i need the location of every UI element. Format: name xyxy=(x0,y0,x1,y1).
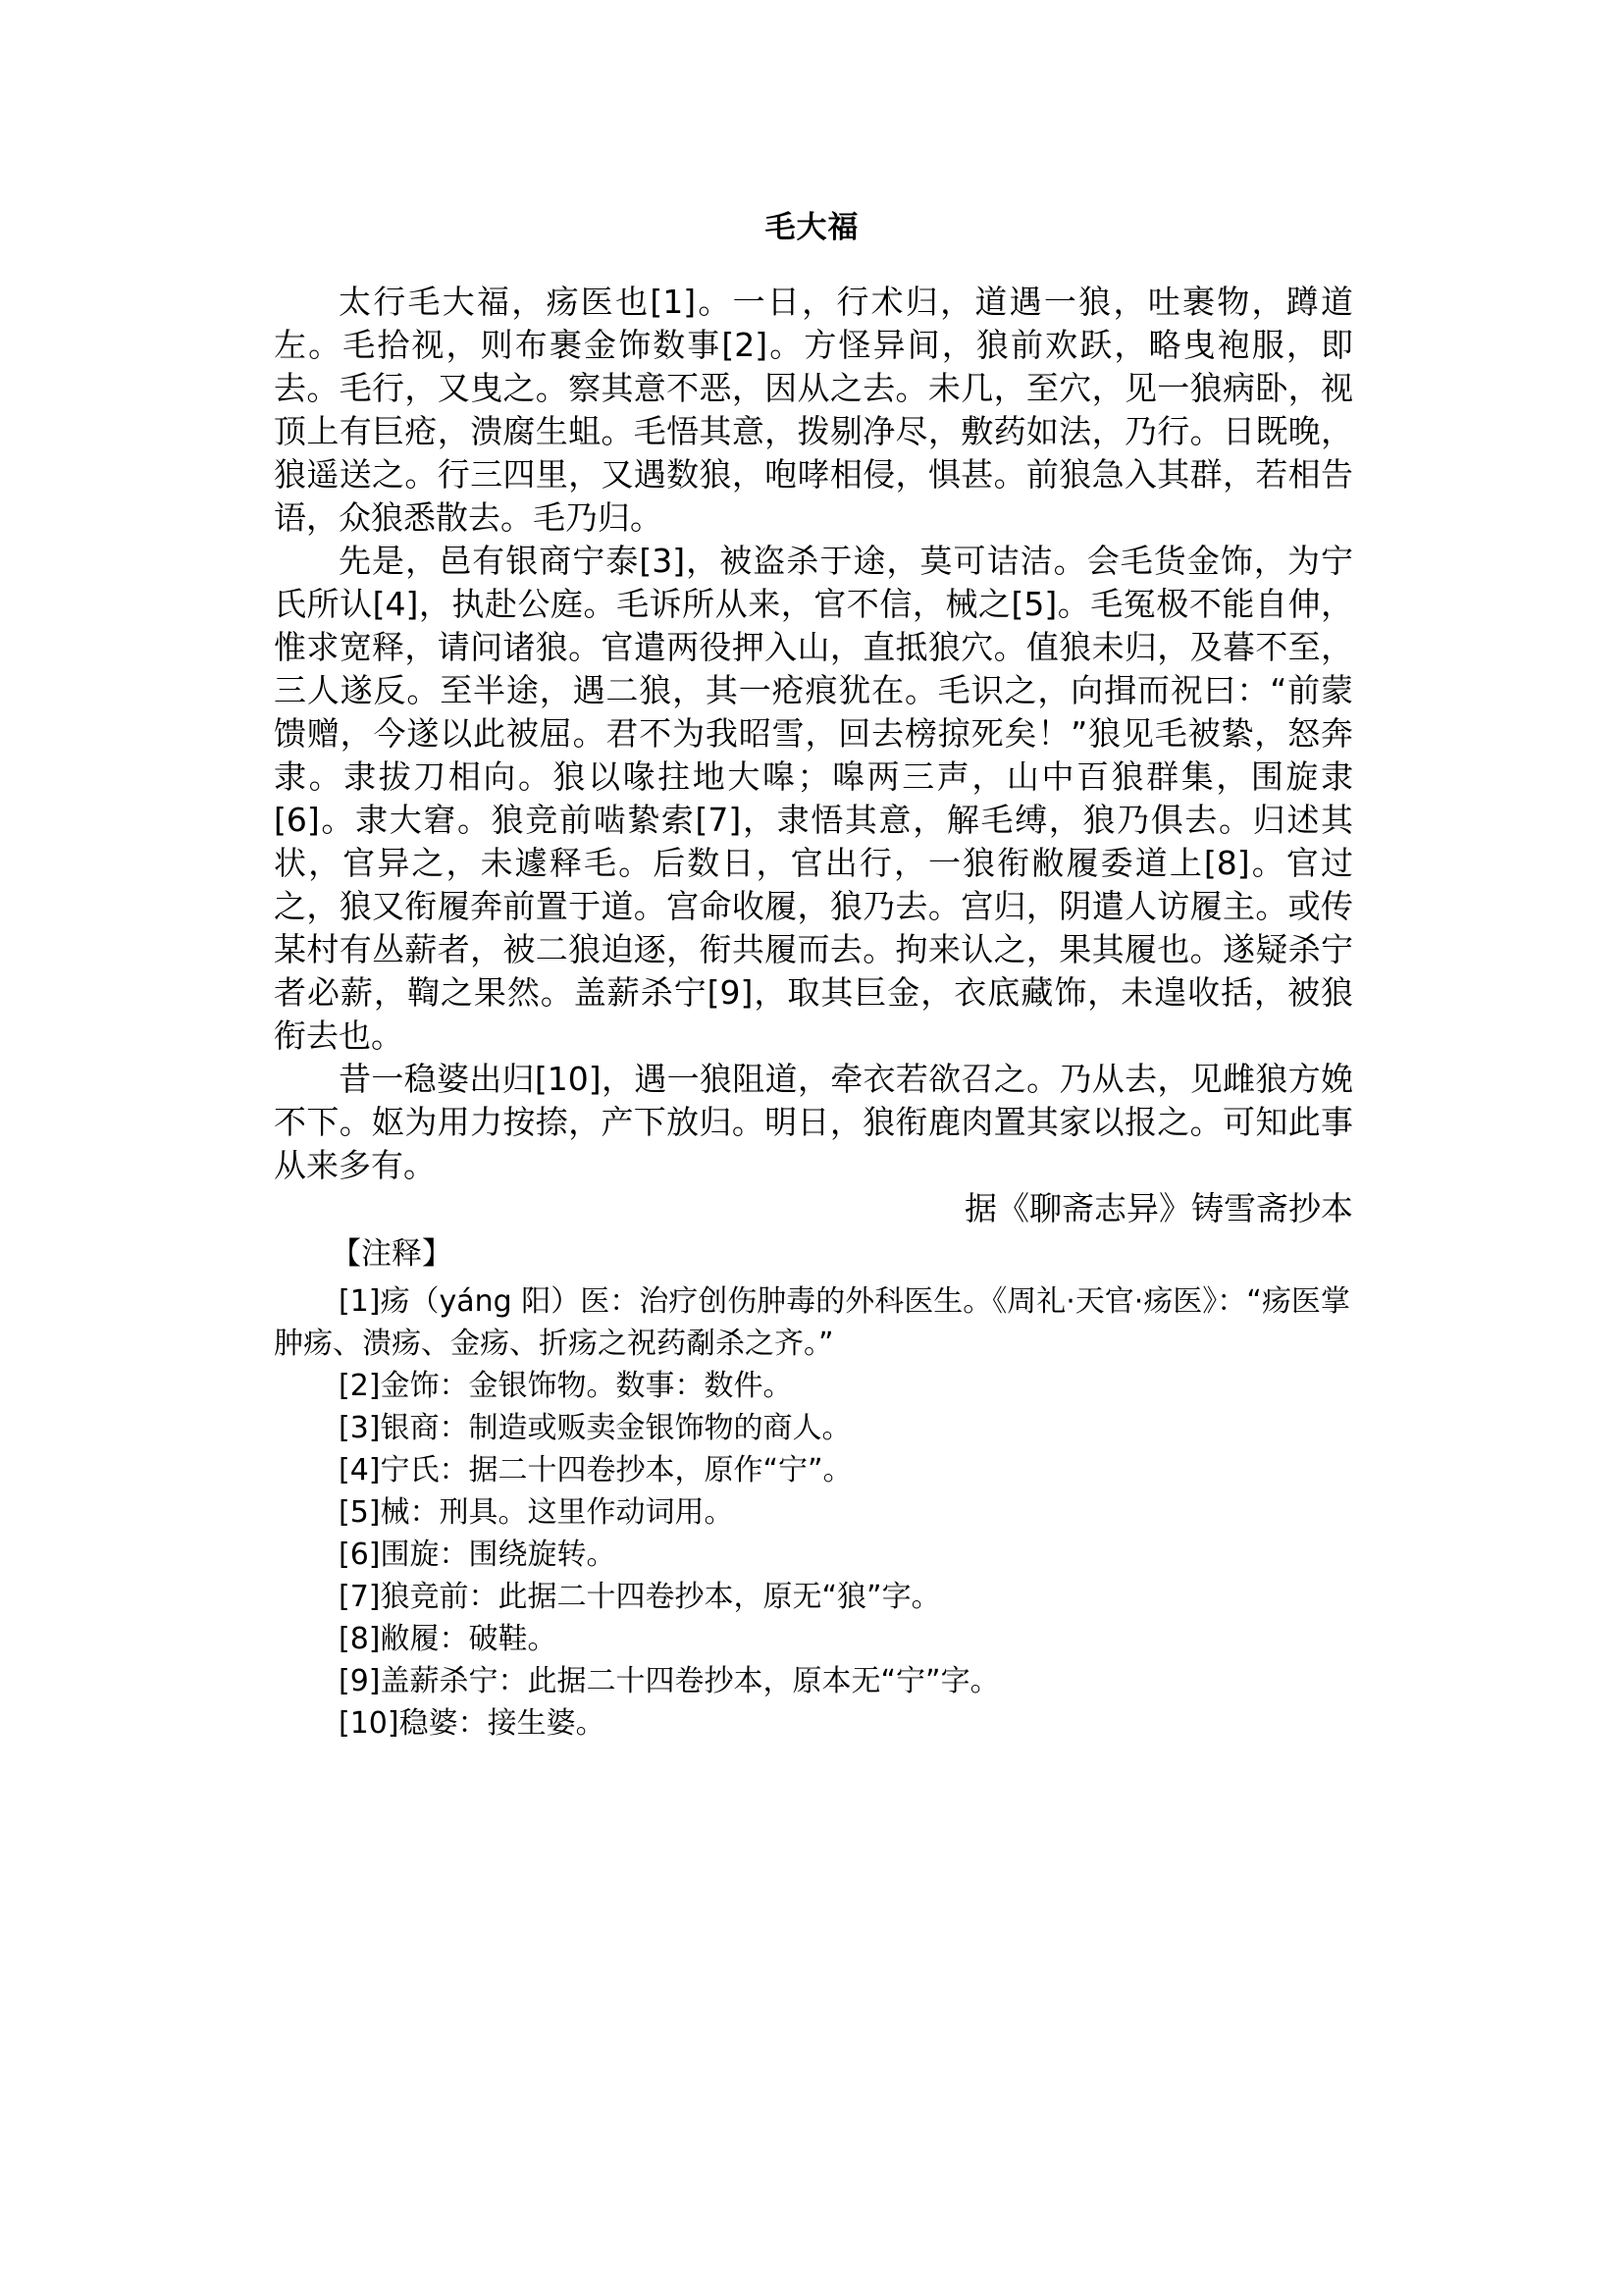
paragraph-1: 太行毛大福，疡医也[1]。一日，行术归，道遇一狼，吐裹物，蹲道左。毛拾视，则布裹金饰数事[2]。方怪异间，狼前欢跃，略曳袍服，即去。毛行，又曳之。察其意不恶，因从之去。未几，至穴，见一狼病卧，视顶上有巨疮，溃腐生蛆。毛悟其意，拨剔净尽，敷药如法，乃行。日既晚，狼遥送之。行三四里，又遇数狼，咆哮相侵，惧甚。前狼急入其群，若相告语，众狼悉散去。毛乃归。 xyxy=(274,283,1353,537)
paragraph-2: 先是，邑有银商宁泰[3]，被盗杀于途，莫可诘洁。会毛货金饰，为宁氏所认[4]，执赴公庭。毛诉所从来，官不信，械之[5]。毛冤极不能自伸，惟求宽释，请问诸狼。官遣两役押入山，直抵狼穴。值狼未归，及暮不至，三人遂反。至半途，遇二狼，其一疮痕犹在。毛识之，向揖而祝曰：“前蒙馈赠，今遂以此被屈。君不为我昭雪，回去榜掠死矣！”狼见毛被絷，怒奔隶。隶拔刀相向。狼以喙拄地大嗥；嗥两三声，山中百狼群集，围旋隶[6]。隶大窘。狼竞前啮絷索[7]，隶悟其意，解毛缚，狼乃俱去。归述其状，官异之，未遽释毛。后数日，官出行，一狼衔敝履委道上[8]。官过之，狼又衔履奔前置于道。宫命收履，狼乃去。宫归，阴遣人访履主。或传某村有丛薪者，被二狼迫逐，衔共履而去。拘来认之，果其履也。遂疑杀宁者必薪，鞫之果然。盖薪杀宁[9]，取其巨金，衣底藏饰，未遑收括，被狼衔去也。 xyxy=(274,542,1353,1055)
main-text xyxy=(274,281,1353,1230)
paragraph-3: 昔一稳婆出归[10]，遇一狼阻道，牵衣若欲召之。乃从去，见雌狼方娩不下。妪为用力按捺，产下放归。明日，狼衔鹿肉置其家以报之。可知此事从来多有。 xyxy=(274,1060,1353,1184)
note-7: [7]狼竞前：此据二十四卷抄本，原无“狼”字。 xyxy=(339,1580,941,1614)
note-5: [5]械：刑具。这里作动词用。 xyxy=(339,1495,734,1530)
page-title: 毛大福 xyxy=(764,210,860,245)
note-10: [10]稳婆：接生婆。 xyxy=(339,1706,605,1741)
note-1: [1]疡（yáng 阳）医：治疗创伤肿毒的外科医生。《周礼·天官·疡医》：“疡医掌肿疡、溃疡、金疡、折疡之祝药劀杀之齐。” xyxy=(274,1284,1350,1361)
notes-heading: 【注释】 xyxy=(331,1236,452,1272)
note-6: [6]围旋：围绕旋转。 xyxy=(339,1538,616,1572)
note-2: [2]金饰：金银饰物。数事：数件。 xyxy=(339,1369,793,1403)
note-4: [4]宁氏：据二十四卷抄本，原作“宁”。 xyxy=(339,1453,853,1487)
source-citation: 据《聊斋志异》铸雪斋抄本 xyxy=(965,1189,1353,1227)
note-3: [3]银商：制造或贩卖金银饰物的商人。 xyxy=(339,1411,852,1445)
note-9: [9]盖薪杀宁：此据二十四卷抄本，原本无“宁”字。 xyxy=(339,1664,1000,1698)
notes-section xyxy=(274,1233,1353,1745)
note-8: [8]敝履：破鞋。 xyxy=(339,1622,557,1656)
